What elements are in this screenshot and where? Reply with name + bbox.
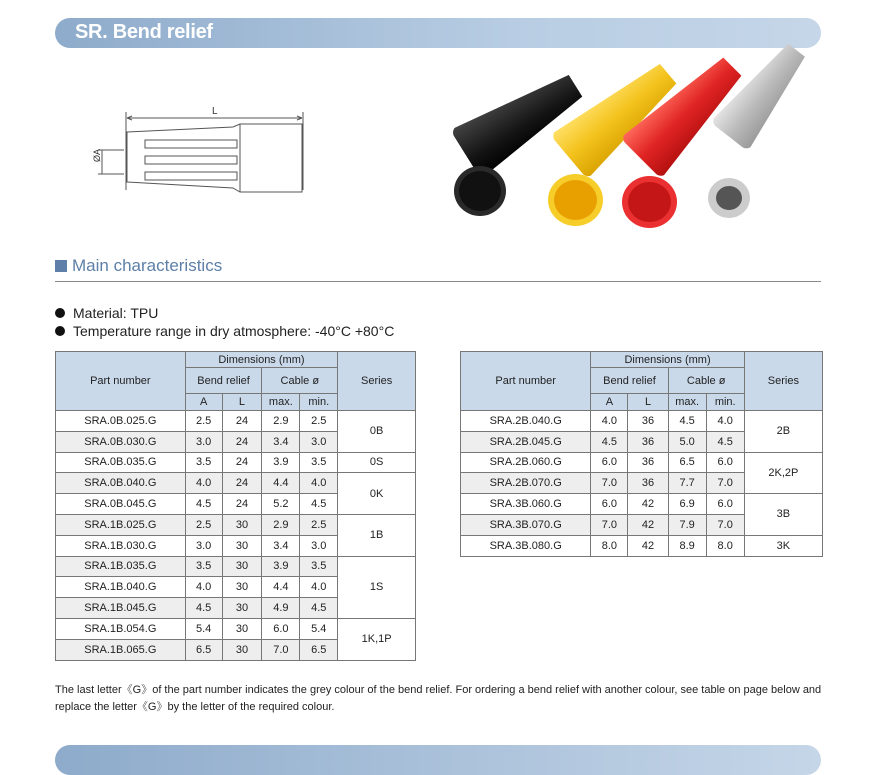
header-min: min.: [706, 394, 744, 411]
dimension-cell: 5.4: [185, 618, 222, 639]
dimension-cell: 3.9: [262, 556, 300, 577]
part-number-cell: SRA.3B.070.G: [461, 514, 591, 535]
dimension-cell: 6.5: [185, 639, 222, 660]
dimension-cell: 42: [628, 535, 668, 556]
part-number-cell: SRA.3B.080.G: [461, 535, 591, 556]
dimension-cell: 8.9: [668, 535, 706, 556]
dimension-cell: 6.0: [591, 494, 628, 515]
table-row: [461, 535, 823, 556]
parts-table-left: [55, 351, 416, 661]
dimension-cell: 36: [628, 452, 668, 473]
dimension-cell: 4.0: [185, 577, 222, 598]
dimension-cell: 30: [222, 556, 262, 577]
dimension-cell: 4.5: [591, 431, 628, 452]
dimension-cell: 3.5: [185, 452, 222, 473]
table-row: [56, 618, 416, 639]
header-max: max.: [262, 394, 300, 411]
table-row: [56, 411, 416, 432]
part-number-cell: SRA.2B.045.G: [461, 431, 591, 452]
dimension-cell: 3.5: [185, 556, 222, 577]
part-number-cell: SRA.3B.060.G: [461, 494, 591, 515]
parts-table-right: [460, 351, 823, 557]
dimension-cell: 7.0: [591, 514, 628, 535]
dimension-cell: 7.0: [706, 473, 744, 494]
dimension-cell: 4.0: [300, 473, 338, 494]
bullet-icon: [55, 308, 65, 318]
dimension-cell: 4.5: [185, 598, 222, 619]
table-row: [56, 556, 416, 577]
header-part-number: Part number: [461, 352, 591, 411]
dimension-cell: 30: [222, 618, 262, 639]
header-series: Series: [744, 352, 822, 411]
header-part-number: Part number: [56, 352, 186, 411]
part-number-cell: SRA.0B.040.G: [56, 473, 186, 494]
dimension-cell: 2.5: [185, 514, 222, 535]
dimension-cell: 30: [222, 535, 262, 556]
dimension-cell: 24: [222, 473, 262, 494]
part-number-cell: SRA.1B.035.G: [56, 556, 186, 577]
dimension-cell: 4.5: [185, 494, 222, 515]
dimension-cell: 2.5: [185, 411, 222, 432]
dimension-cell: 3.9: [262, 452, 300, 473]
part-number-cell: SRA.2B.060.G: [461, 452, 591, 473]
dimension-cell: 2.9: [262, 514, 300, 535]
product-photo: [440, 90, 810, 240]
square-bullet-icon: [55, 260, 67, 272]
characteristics-list: [55, 304, 394, 340]
dimension-cell: 7.0: [706, 514, 744, 535]
dimension-cell: 7.7: [668, 473, 706, 494]
dimension-cell: 7.0: [262, 639, 300, 660]
dimension-cell: 6.5: [300, 639, 338, 660]
dimension-cell: 3.5: [300, 556, 338, 577]
dimension-cell: 30: [222, 598, 262, 619]
list-item: Temperature range in dry atmosphere: -40°C +80°C: [55, 322, 394, 340]
series-cell: 1B: [338, 514, 416, 556]
dimension-cell: 2.9: [262, 411, 300, 432]
dimension-cell: 3.4: [262, 431, 300, 452]
table-row: [56, 473, 416, 494]
table-row: [461, 411, 823, 432]
series-cell: 2K,2P: [744, 452, 822, 494]
dimension-cell: 4.4: [262, 473, 300, 494]
series-cell: 3B: [744, 494, 822, 536]
header-bend-relief: Bend relief: [185, 368, 262, 394]
part-number-cell: SRA.1B.030.G: [56, 535, 186, 556]
dimension-cell: 5.4: [300, 618, 338, 639]
part-number-cell: SRA.1B.040.G: [56, 577, 186, 598]
series-cell: 1S: [338, 556, 416, 618]
series-cell: 3K: [744, 535, 822, 556]
dimension-cell: 4.0: [591, 411, 628, 432]
header-l: L: [628, 394, 668, 411]
dimension-cell: 24: [222, 452, 262, 473]
dimension-cell: 30: [222, 514, 262, 535]
part-number-cell: SRA.0B.035.G: [56, 452, 186, 473]
table-row: [56, 514, 416, 535]
section-heading: Main characteristics: [55, 256, 222, 276]
part-number-cell: SRA.2B.040.G: [461, 411, 591, 432]
part-number-cell: SRA.2B.070.G: [461, 473, 591, 494]
series-cell: 2B: [744, 411, 822, 453]
dimension-cell: 6.9: [668, 494, 706, 515]
part-number-cell: SRA.0B.030.G: [56, 431, 186, 452]
header-max: max.: [668, 394, 706, 411]
header-dimensions: Dimensions (mm): [591, 352, 744, 368]
colour-note: The last letter《G》of the part number indicates the grey colour of the bend relief. For ordering a bend relief with another colour, see table on page below and replace the letter《G》by the letter of the required colour.: [55, 684, 822, 713]
dimension-cell: 6.0: [262, 618, 300, 639]
series-cell: 0K: [338, 473, 416, 515]
dimension-cell: 4.9: [262, 598, 300, 619]
header-dimensions: Dimensions (mm): [185, 352, 338, 368]
dimension-cell: 4.5: [668, 411, 706, 432]
dimension-cell: 4.0: [185, 473, 222, 494]
dimension-cell: 6.0: [706, 494, 744, 515]
dimension-cell: 2.5: [300, 411, 338, 432]
header-a: A: [185, 394, 222, 411]
list-item: Material: TPU: [55, 304, 394, 322]
header-bend-relief: Bend relief: [591, 368, 668, 394]
part-number-cell: SRA.0B.025.G: [56, 411, 186, 432]
dimension-cell: 36: [628, 431, 668, 452]
header-a: A: [591, 394, 628, 411]
dimension-cell: 3.4: [262, 535, 300, 556]
dimension-cell: 5.2: [262, 494, 300, 515]
series-cell: 0S: [338, 452, 416, 473]
header-min: min.: [300, 394, 338, 411]
header-cable: Cable ø: [668, 368, 744, 394]
dimension-cell: 4.5: [706, 431, 744, 452]
dimension-cell: 24: [222, 411, 262, 432]
part-number-cell: SRA.1B.065.G: [56, 639, 186, 660]
dimension-cell: 36: [628, 411, 668, 432]
bullet-icon: [55, 326, 65, 336]
table-row: [461, 452, 823, 473]
part-number-cell: SRA.1B.025.G: [56, 514, 186, 535]
dimension-cell: 6.0: [591, 452, 628, 473]
dimension-cell: 4.5: [300, 494, 338, 515]
length-label: L: [212, 106, 218, 117]
dimension-cell: 5.0: [668, 431, 706, 452]
dimension-cell: 30: [222, 577, 262, 598]
series-cell: 0B: [338, 411, 416, 453]
dimension-cell: 3.0: [185, 535, 222, 556]
dimension-cell: 3.0: [300, 535, 338, 556]
dimension-cell: 8.0: [591, 535, 628, 556]
divider: [55, 281, 821, 282]
dimension-cell: 4.0: [706, 411, 744, 432]
next-section-banner: [55, 745, 821, 775]
dimension-cell: 36: [628, 473, 668, 494]
table-row: [56, 452, 416, 473]
title-banner: [55, 18, 821, 48]
dimension-cell: 2.5: [300, 514, 338, 535]
table-row: [461, 494, 823, 515]
svg-text:ØA: ØA: [92, 148, 102, 162]
part-number-cell: SRA.0B.045.G: [56, 494, 186, 515]
bend-relief-drawing: [70, 100, 310, 200]
dimension-cell: 4.4: [262, 577, 300, 598]
dimension-cell: 24: [222, 431, 262, 452]
header-l: L: [222, 394, 262, 411]
dimension-cell: 7.0: [591, 473, 628, 494]
part-number-cell: SRA.1B.054.G: [56, 618, 186, 639]
dimension-cell: 8.0: [706, 535, 744, 556]
dimension-cell: 4.5: [300, 598, 338, 619]
part-number-cell: SRA.1B.045.G: [56, 598, 186, 619]
dimension-cell: 30: [222, 639, 262, 660]
dimension-cell: 7.9: [668, 514, 706, 535]
series-cell: 1K,1P: [338, 618, 416, 660]
dimension-cell: 3.0: [300, 431, 338, 452]
dimension-cell: 3.5: [300, 452, 338, 473]
header-cable: Cable ø: [262, 368, 338, 394]
page-title: SR. Bend relief: [75, 21, 213, 43]
dimension-cell: 3.0: [185, 431, 222, 452]
header-series: Series: [338, 352, 416, 411]
dimension-cell: 42: [628, 494, 668, 515]
dimension-cell: 4.0: [300, 577, 338, 598]
dimension-cell: 6.0: [706, 452, 744, 473]
dimension-cell: 6.5: [668, 452, 706, 473]
dimension-cell: 42: [628, 514, 668, 535]
dimension-cell: 24: [222, 494, 262, 515]
